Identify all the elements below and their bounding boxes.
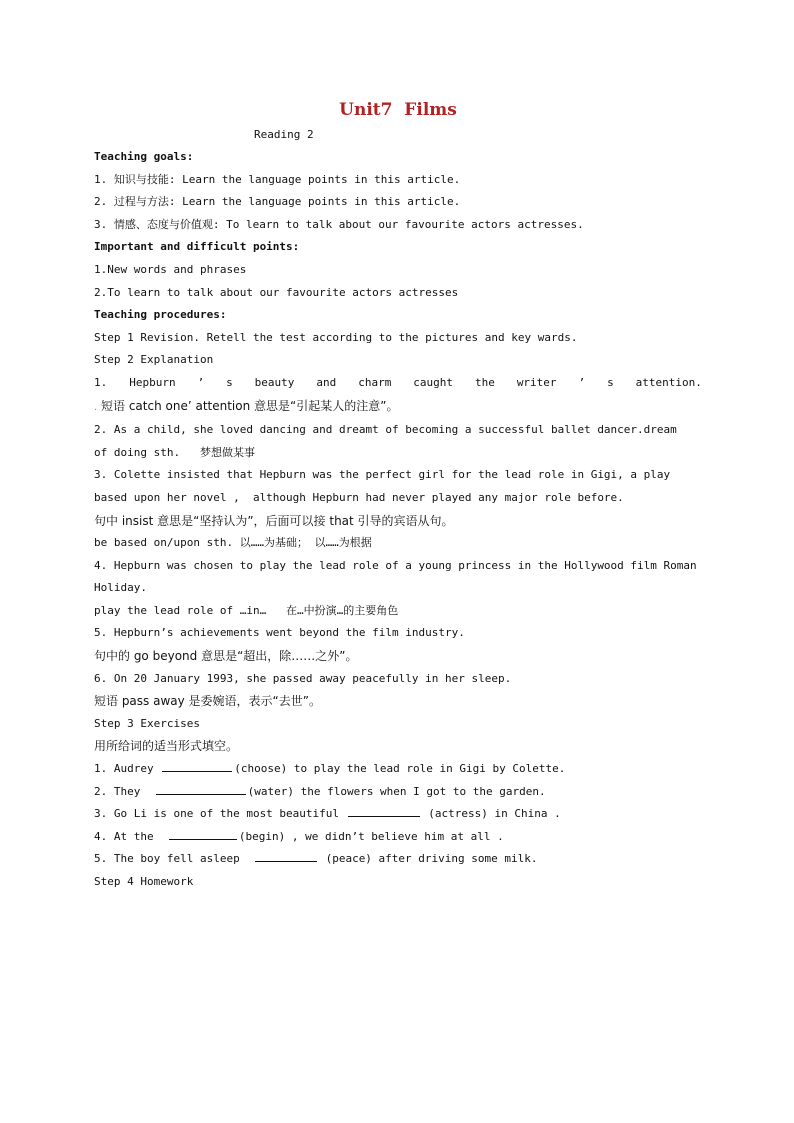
- explanation-item-1: 1. Hepburn ’ s beauty and charm caught the writer ’ s attention.: [94, 375, 702, 389]
- explanation-item-3a: 3. Colette insisted that Hepburn was the perfect girl for the lead role in Gigi, a play: [94, 468, 671, 482]
- goal-item-1: 1. 知识与技能: Learn the language points in this article.: [94, 172, 461, 186]
- exercise-2: 2. They (water) the flowers when I got to the garden.: [94, 784, 546, 798]
- answer-blank-1[interactable]: [162, 760, 232, 772]
- goals-heading: Teaching goals:: [94, 150, 194, 163]
- explanation-item-6: 6. On 20 January 1993, she passed away peacefully in her sleep.: [94, 671, 512, 685]
- explanation-item-4a: 4. Hepburn was chosen to play the lead role of a young princess in the Hollywood film Roman: [94, 558, 697, 572]
- document-page: [94, 96, 702, 894]
- explanation-note-3: 句中 insist 意思是“坚持认为”，后面可以接 that 引导的宾语从句。: [94, 513, 454, 528]
- explanation-note-5: 句中的 go beyond 意思是“超出，除……之外”。: [94, 649, 358, 664]
- exercise-3: 3. Go Li is one of the most beautiful (actress) in China .: [94, 807, 561, 821]
- goal-item-2: 2. 过程与方法: Learn the language points in this article.: [94, 195, 461, 209]
- step-4: Step 4 Homework: [94, 875, 194, 888]
- explanation-note-1: . 短语 catch one’ attention 意思是“引起某人的注意”。: [94, 398, 399, 413]
- page-subtitle: Reading 2: [254, 128, 314, 141]
- step-2: Step 2 Explanation: [94, 353, 214, 367]
- step-1: Step 1 Revision. Retell the test according to the pictures and key wards.: [94, 330, 578, 344]
- answer-blank-3[interactable]: [348, 805, 420, 817]
- explanation-phrase-3: be based on/upon sth. 以……为基础； 以……为根据: [94, 536, 372, 550]
- explanation-item-2b: of doing sth. 梦想做某事: [94, 445, 255, 459]
- point-item-2: 2.To learn to talk about our favourite actors actresses: [94, 285, 459, 299]
- procedures-heading: Teaching procedures:: [94, 308, 227, 322]
- exercise-instruction: 用所给词的适当形式填空。: [94, 739, 239, 754]
- explanation-item-2a: 2. As a child, she loved dancing and dreamt of becoming a successful ballet dancer.dream: [94, 423, 677, 437]
- answer-blank-5[interactable]: [255, 850, 317, 862]
- step-3: Step 3 Exercises: [94, 716, 200, 730]
- explanation-item-3b: based upon her novel , although Hepburn had never played any major role before.: [94, 490, 624, 504]
- explanation-item-5: 5. Hepburn’s achievements went beyond the film industry.: [94, 626, 465, 640]
- page-title: Unit7 Films: [339, 100, 457, 120]
- points-heading: Important and difficult points:: [94, 240, 300, 254]
- explanation-note-6: 短语 pass away 是委婉语，表示“去世”。: [94, 694, 321, 709]
- explanation-item-4b: Holiday.: [94, 581, 147, 595]
- answer-blank-2[interactable]: [156, 783, 246, 795]
- exercise-4: 4. At the (begin) , we didn’t believe him at all .: [94, 829, 504, 843]
- answer-blank-4[interactable]: [169, 828, 237, 840]
- point-item-1: 1.New words and phrases: [94, 262, 247, 276]
- exercise-5: 5. The boy fell asleep (peace) after driving some milk.: [94, 852, 538, 866]
- goal-item-3: 3. 情感、态度与价值观: To learn to talk about our favourite actors actresses.: [94, 217, 584, 231]
- explanation-phrase-4: play the lead role of …in… 在…中扮演…的主要角色: [94, 603, 399, 617]
- exercise-1: 1. Audrey (choose) to play the lead role in Gigi by Colette.: [94, 762, 566, 776]
